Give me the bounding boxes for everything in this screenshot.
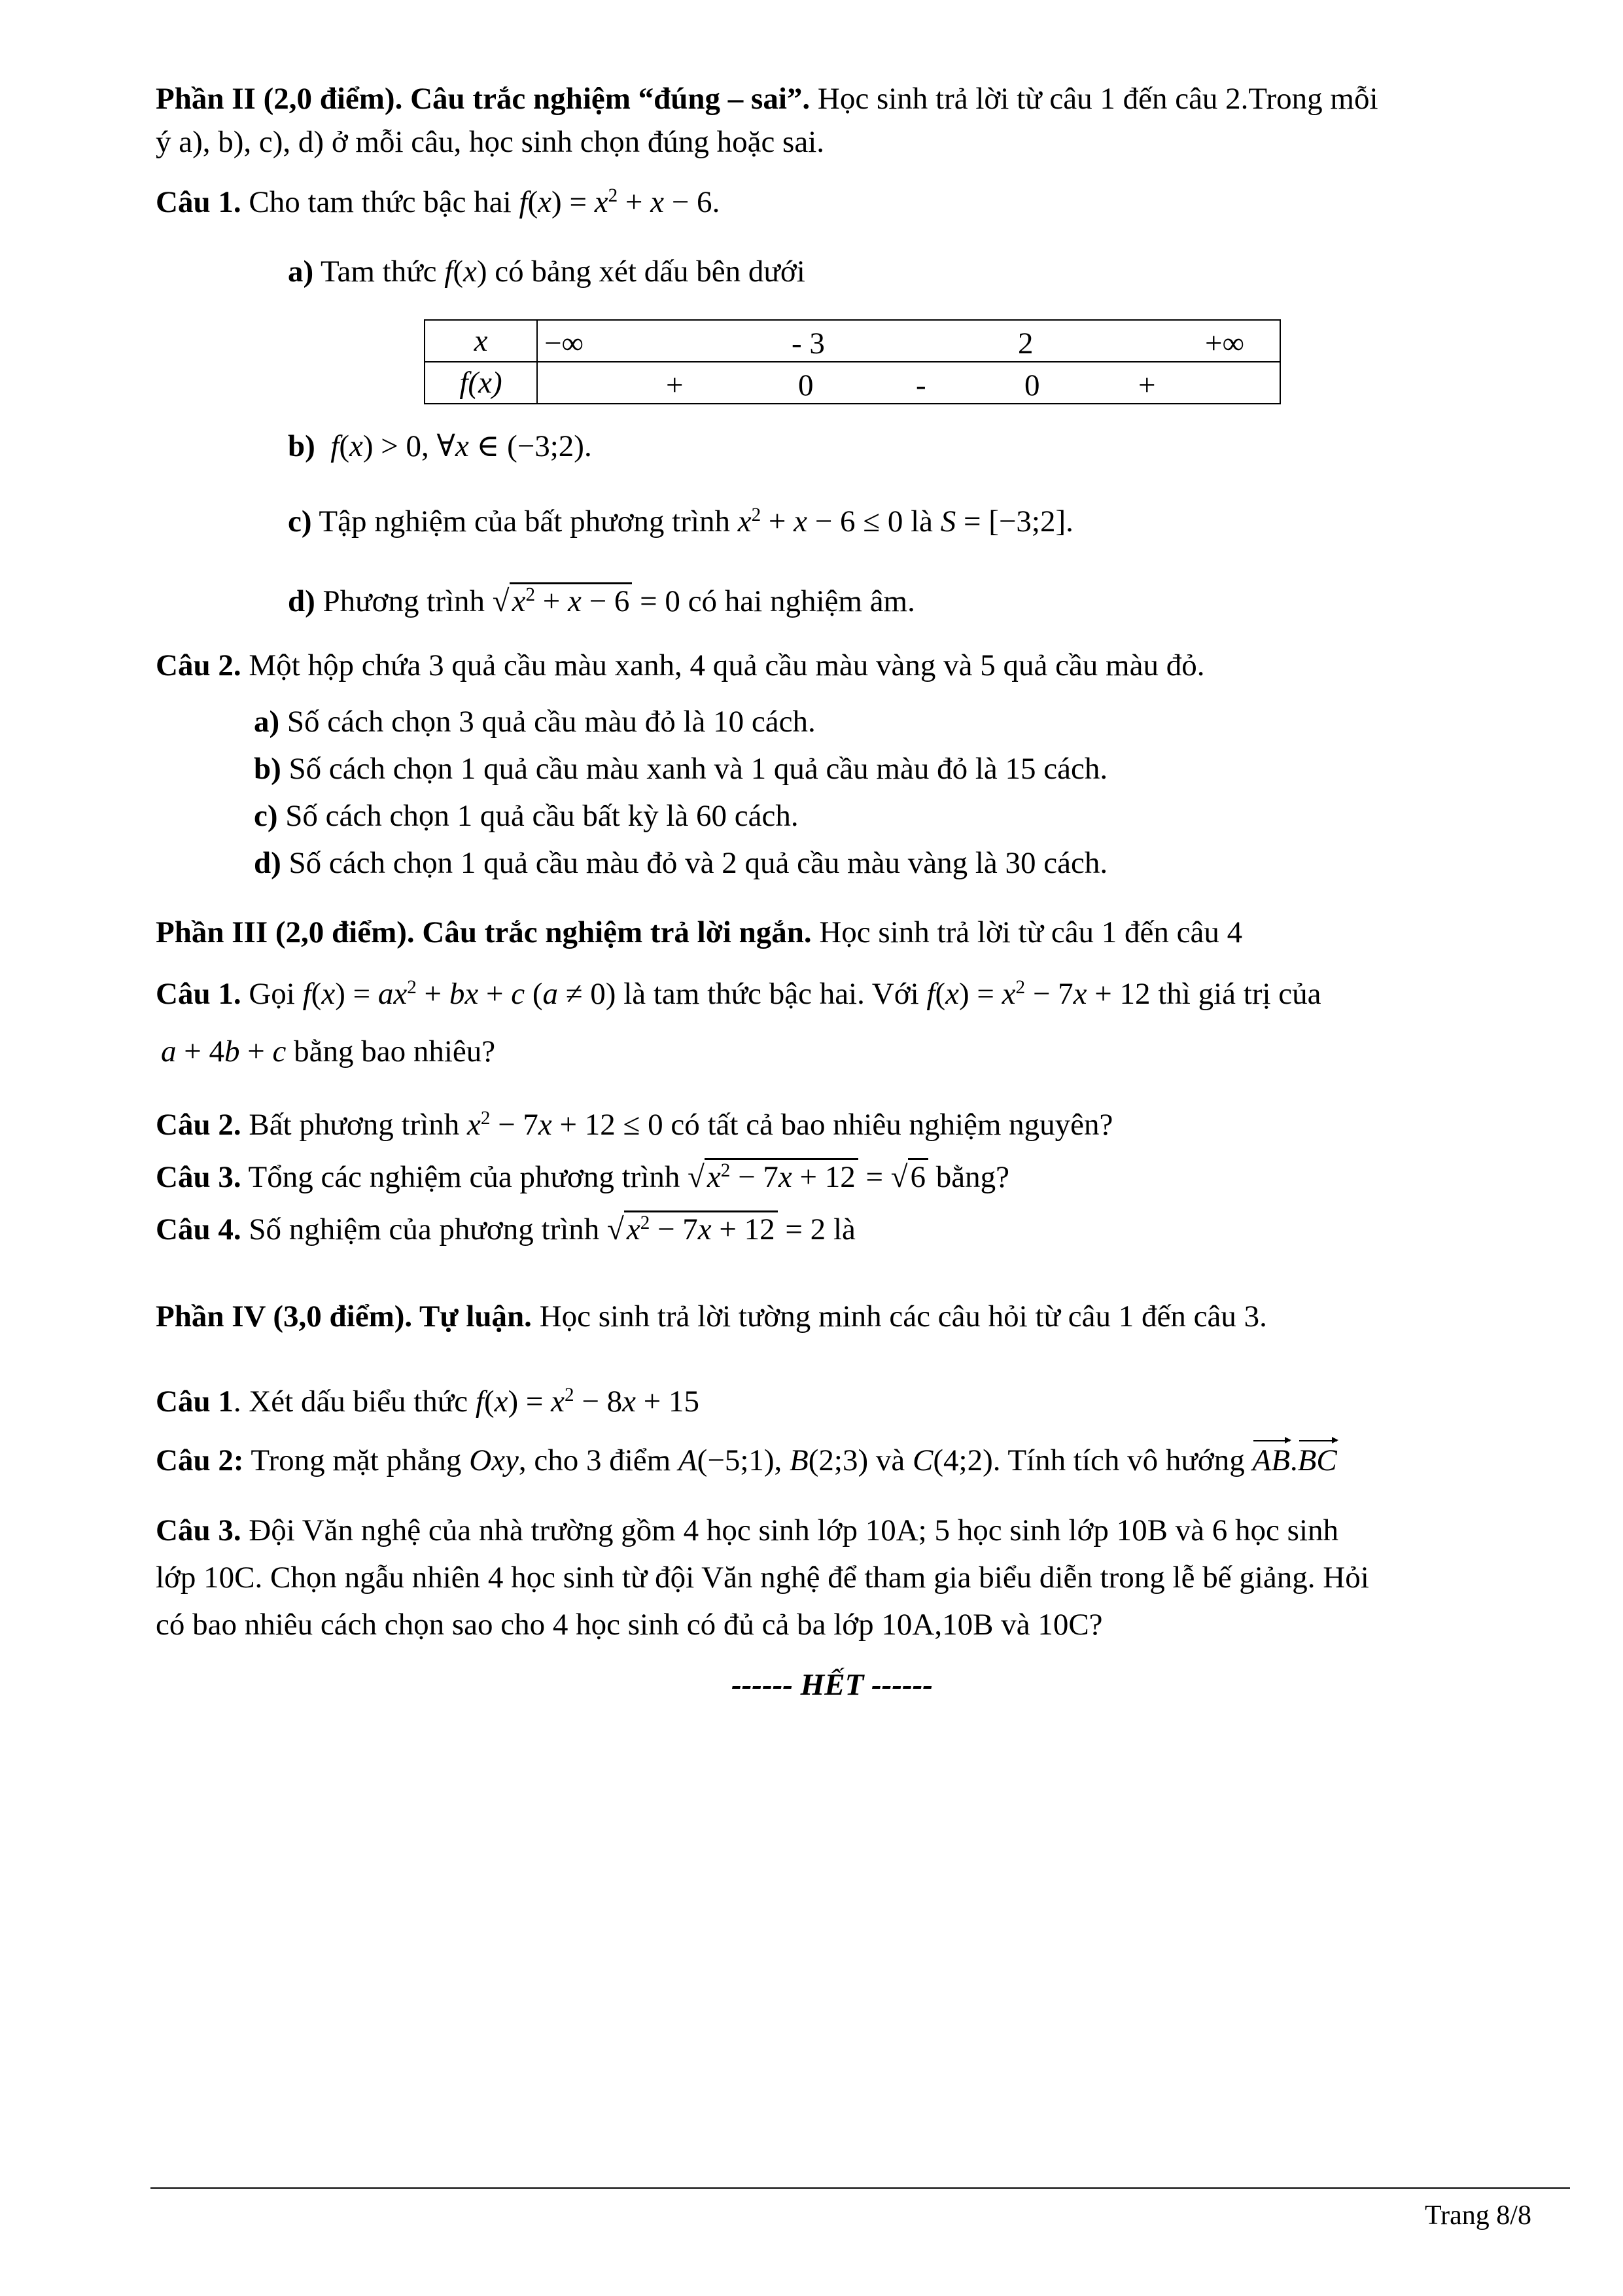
part3-instructions: Học sinh trả lời từ câu 1 đến câu 4 [811, 915, 1243, 949]
p3-q3-label: Câu 3. [156, 1160, 241, 1194]
p4-q2-point-c: C(4;2) [913, 1443, 993, 1477]
p3-q4-text2: là [826, 1212, 856, 1246]
f-zero-2: 0 [1024, 368, 1040, 402]
p2-q1-b-formula: f(x) > 0, ∀x ∈ (−3;2) [330, 429, 584, 463]
p3-q3 [156, 1159, 1009, 1195]
p2-q1-d-label: d) [288, 584, 315, 618]
p4-q1-text: . Xét dấu biểu thức [233, 1385, 476, 1419]
p2-q2-d [254, 845, 1108, 881]
p2-q1-c-label: c) [288, 504, 312, 539]
p2-q1-d-text1: Phương trình [315, 584, 493, 618]
part4-title: Phần IV (3,0 điểm). Tự luận. [156, 1299, 532, 1333]
p3-q1-general: $f(x) = ax^2$ + bx + c (a ≠ 0) [302, 976, 616, 1011]
p3-q1-label: Câu 1. [156, 977, 241, 1011]
sign-table [424, 319, 1281, 404]
p2-q1-a-text2: có bảng xét dấu bên dưới [487, 255, 805, 289]
part2-heading [156, 81, 1378, 116]
p4-q1 [156, 1384, 699, 1419]
p4-q2 [156, 1443, 1337, 1478]
sign-table-fx-header: f(x) [425, 362, 537, 404]
p3-q2 [156, 1107, 1113, 1142]
p3-q4-text1: Số nghiệm của phương trình [241, 1212, 600, 1246]
x-2: 2 [1018, 327, 1034, 361]
p3-q1-line2 [161, 1034, 495, 1069]
p2-q2-b-text: Số cách chọn 1 quả cầu màu xanh và 1 quả cầu màu đỏ là 15 cách. [281, 752, 1108, 786]
p2-q2-text: Một hộp chứa 3 quả cầu màu xanh, 4 quả cầu màu vàng và 5 quả cầu màu đỏ. [241, 648, 1205, 682]
p4-q2-text2: , cho 3 điểm [518, 1443, 678, 1477]
p2-q2-c-text: Số cách chọn 1 quả cầu bất kỳ là 60 cách. [277, 799, 799, 833]
p3-q2-label: Câu 2. [156, 1108, 241, 1142]
p3-q4-label: Câu 4. [156, 1212, 241, 1246]
p4-q1-label: Câu 1 [156, 1385, 234, 1419]
p2-q1-a-fx: f(x) [444, 255, 487, 289]
f-sign-3: + [1138, 368, 1156, 402]
p2-q1-c-text1: Tập nghiệm của bất phương trình [311, 504, 738, 539]
p2-q2-b-label: b) [254, 752, 281, 786]
p4-q3-text1: Đội Văn nghệ của nhà trường gồm 4 học sinh lớp 10A; 5 học sinh lớp 10B và 6 học sinh [241, 1513, 1338, 1547]
p3-q2-text1: Bất phương trình [241, 1108, 467, 1142]
p2-q1-c-solution: S = [−3;2] [940, 504, 1066, 539]
p2-q1-text: Cho tam thức bậc hai [241, 185, 519, 219]
p2-q1-a-text1: Tam thức [313, 255, 445, 289]
p4-q3-label: Câu 3. [156, 1513, 241, 1547]
page-number: Trang 8/8 [1425, 2200, 1531, 2231]
p4-q2-points: A(−5;1), B(2;3) [678, 1443, 869, 1477]
p3-q3-text2: bằng? [928, 1160, 1010, 1194]
p2-q1-d-text2: có hai nghiệm âm. [680, 584, 915, 618]
p3-q2-text2: có tất cả bao nhiêu nghiệm nguyên? [663, 1108, 1113, 1142]
p3-q1-text1: Gọi [241, 977, 303, 1011]
p4-q2-text1: Trong mặt phẳng [243, 1443, 470, 1477]
p2-q1-c-inequality: $x^2 + x - 6 \le 0$ [737, 504, 903, 539]
sign-table-x-header: x [425, 320, 537, 362]
f-zero-1: 0 [798, 368, 814, 402]
f-sign-1: + [666, 368, 684, 402]
p2-q2-a [254, 704, 816, 739]
p2-q1-d-equation: $√x^2 + x - 6 = 0$ [493, 582, 680, 618]
p2-q1-b: b) f(x) > 0, ∀x ∈ (−3;2). [288, 429, 592, 463]
p4-q2-text4: . Tính tích vô hướng [992, 1443, 1253, 1477]
footer-divider [150, 2187, 1570, 2189]
p3-q4 [156, 1212, 856, 1247]
p2-q2-c [254, 798, 799, 834]
p2-q1-c: c) Tập nghiệm của bất phương trình $x^2 + x - 6 \le 0$ là S = [−3;2]. [288, 504, 1073, 539]
p4-q1-expression: $f(x) = x^2 - 8x + 15$ [475, 1384, 699, 1419]
part3-title: Phần III (2,0 điểm). Câu trắc nghiệm trả lời ngắn. [156, 915, 812, 949]
p4-q2-label: Câu 2: [156, 1443, 244, 1477]
sign-table-x-row [537, 320, 1280, 362]
end-marker: ------ HẾT ------ [731, 1668, 933, 1702]
p2-q1-c-text2: là [903, 504, 941, 539]
p3-q1-text4: bằng bao nhiêu? [286, 1034, 496, 1069]
p4-q3-line3: có bao nhiêu cách chọn sao cho 4 học sinh có đủ cả ba lớp 10A,10B và 10C? [156, 1608, 1103, 1642]
p3-q3-text1: Tổng các nghiệm của phương trình [241, 1160, 688, 1194]
p2-q1-d [288, 584, 915, 619]
p4-q2-dot-product: AB.BC [1252, 1443, 1337, 1477]
p2-q2-b [254, 751, 1108, 786]
p3-q1 [156, 976, 1321, 1012]
p2-q2 [156, 648, 1204, 683]
p2-q1-a [288, 254, 805, 289]
part4-heading [156, 1299, 1267, 1334]
p2-q1-a-label: a) [288, 255, 314, 289]
p2-q2-c-label: c) [254, 799, 278, 833]
x-neg-inf: −∞ [544, 327, 584, 361]
p2-q1-label: Câu 1. [156, 185, 241, 219]
part2-title: Phần II (2,0 điểm). Câu trắc nghiệm “đúng – sai”. [156, 82, 811, 116]
p3-q1-text3: thì giá trị của [1150, 977, 1321, 1011]
p2-q2-a-text: Số cách chọn 3 quả cầu màu đỏ là 10 cách. [279, 705, 816, 739]
p3-q3-equation: $√x^2 - 7x + 12 = √6$ [688, 1158, 928, 1194]
p2-q2-d-text: Số cách chọn 1 quả cầu màu đỏ và 2 quả cầu màu vàng là 30 cách. [281, 846, 1108, 880]
p4-q3-line2: lớp 10C. Chọn ngẫu nhiên 4 học sinh từ đội Văn nghệ để tham gia biểu diễn trong lễ bế giảng. Hỏi [156, 1561, 1369, 1595]
part2-instructions: Học sinh trả lời từ câu 1 đến câu 2.Trong mỗi [810, 82, 1378, 116]
p3-q1-text2: là tam thức bậc hai. Với [616, 977, 927, 1011]
part2-instructions-line2: ý a), b), c), d) ở mỗi câu, học sinh chọn đúng hoặc sai. [156, 125, 825, 159]
p2-q1-b-label: b) [288, 429, 315, 463]
x-pos-inf: +∞ [1205, 327, 1245, 361]
x-minus-3: - 3 [792, 327, 825, 361]
p4-q2-oxy: Oxy [469, 1443, 519, 1477]
p3-q2-inequality: $x^2 - 7x + 12 \le 0$ [466, 1107, 663, 1142]
part4-instructions: Học sinh trả lời tường minh các câu hỏi từ câu 1 đến câu 3. [531, 1299, 1267, 1333]
p2-q2-label: Câu 2. [156, 648, 241, 682]
f-sign-2: - [916, 368, 926, 402]
p4-q2-text3: và [868, 1443, 913, 1477]
p2-q1-formula: $f(x) = x^2 + x - 6$ [519, 185, 712, 219]
sign-table-fx-row [537, 362, 1280, 404]
p3-q1-expression: a + 4b + c [161, 1034, 287, 1069]
p2-q2-a-label: a) [254, 705, 280, 739]
p3-q4-equation: $√x^2 - 7x + 12 = 2$ [607, 1210, 826, 1246]
p2-q1: Câu 1. Cho tam thức bậc hai $f(x) = x^2 + x - 6$. [156, 185, 720, 219]
p3-q1-specific: $f(x) = x^2 - 7x + 12$ [926, 976, 1151, 1011]
p4-q3-line1 [156, 1513, 1338, 1548]
p2-q2-d-label: d) [254, 846, 281, 880]
part3-heading [156, 915, 1242, 950]
